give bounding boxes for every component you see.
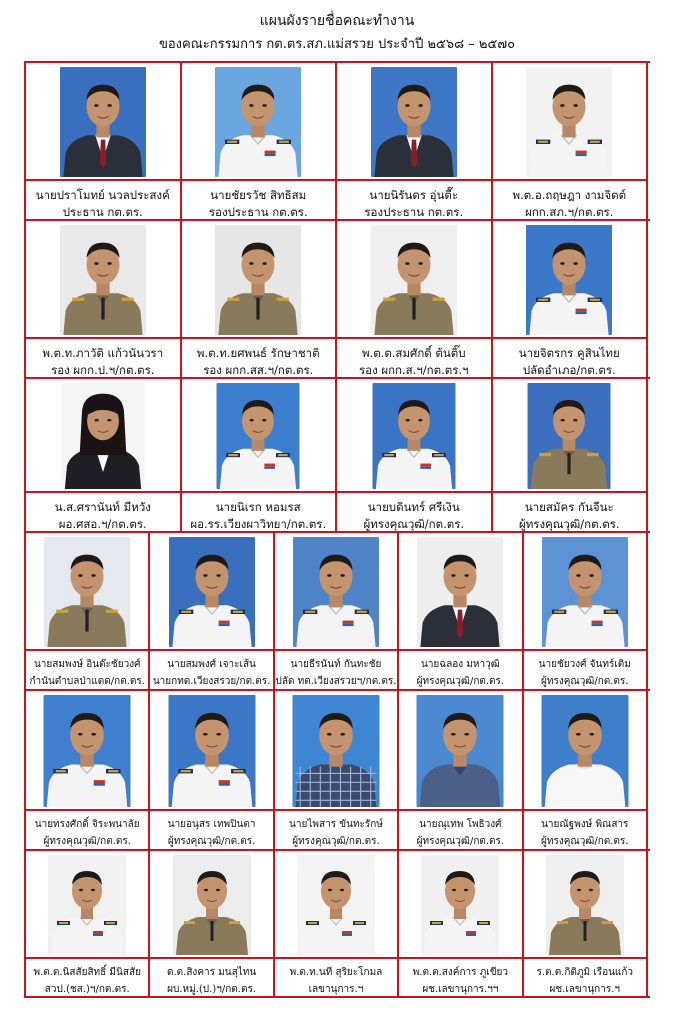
- member-card: [182, 379, 338, 531]
- member-card: [275, 851, 399, 996]
- member-photo: [173, 855, 251, 955]
- member-row: [26, 221, 650, 379]
- member-role: ประธาน กต.ตร.: [62, 205, 143, 219]
- photo-frame: [26, 691, 148, 811]
- member-row: [26, 63, 650, 221]
- member-card: [150, 691, 274, 849]
- member-role: ผช.เลขานุการ.ฯ: [549, 984, 620, 995]
- photo-frame: [399, 851, 521, 959]
- photo-frame: [493, 63, 647, 181]
- member-photo: [44, 695, 131, 807]
- member-role: ผู้ทรงคุณวุฒิ/กต.ตร.: [167, 836, 256, 847]
- member-name: ร.ต.ต.กิติภูมิ เรือนแก้ว: [536, 967, 634, 978]
- member-card: [399, 533, 523, 689]
- member-role: กำนันตำบลป่าแดด/กต.ตร.: [29, 676, 145, 687]
- member-role: ผู้ทรงคุณวุฒิ/กต.ตร.: [416, 676, 505, 687]
- member-name: นายบดินทร์ ศรีเงิน: [367, 500, 460, 514]
- member-card: [337, 379, 493, 531]
- member-card: [399, 851, 523, 996]
- member-role: นายกทต.เวียงสรวย/กต.ตร.: [152, 676, 271, 687]
- member-name: นายอนุสร เทพปินตา: [167, 819, 256, 830]
- member-card: [337, 221, 493, 377]
- photo-frame: [275, 533, 397, 651]
- member-photo: [217, 383, 300, 489]
- photo-frame: [26, 221, 180, 339]
- member-name: นายณุเทพ โพธิวงศ์: [419, 819, 502, 830]
- member-photo: [215, 67, 301, 177]
- member-card: [399, 691, 523, 849]
- member-card: [150, 533, 274, 689]
- member-card: [275, 691, 399, 849]
- member-role: ผู้ทรงคุณวุฒิ/กต.ตร.: [541, 836, 629, 847]
- member-card: [524, 691, 648, 849]
- member-role: ผอ.รร.เวียงผาวิทยา/กต.ตร.: [190, 517, 327, 531]
- member-name: พ.ต.ต.สงค์การ ภูเขียว: [412, 967, 509, 978]
- member-photo: [417, 695, 504, 807]
- photo-frame: [399, 691, 521, 811]
- photo-frame: [26, 63, 180, 181]
- page-subtitle: ของคณะกรรมการ กต.ตร.สภ.แม่สรวย ประจำปี ๒๕๖๘ – ๒๕๗๐: [158, 37, 516, 52]
- member-name: พ.ต.ท.ภาวัติ แก้วนันวรา: [42, 346, 164, 360]
- member-photo: [215, 225, 301, 335]
- member-photo: [169, 537, 255, 647]
- photo-frame: [493, 379, 647, 493]
- member-photo: [292, 695, 379, 807]
- photo-frame: [182, 221, 336, 339]
- committee-grid: [24, 61, 650, 998]
- photo-frame: [337, 379, 491, 493]
- photo-frame: [182, 379, 336, 493]
- member-role: ผู้ทรงคุณวุฒิ/กต.ตร.: [43, 836, 131, 847]
- member-photo: [61, 383, 144, 489]
- member-role: ผู้ทรงคุณวุฒิ/กต.ตร.: [416, 836, 505, 847]
- member-photo: [528, 383, 611, 489]
- member-name: นายชัยรวัช สิทธิสม: [210, 188, 307, 202]
- photo-frame: [524, 691, 646, 811]
- member-photo: [417, 537, 503, 647]
- member-role: ผกก.สภ.ฯ/กต.ตร.: [525, 205, 614, 219]
- member-photo: [48, 855, 126, 955]
- member-name: นายชัยวงศ์ จันทร์เติม: [538, 659, 631, 670]
- member-name: นายไพสาร ขันทะรักษ์: [289, 819, 383, 830]
- member-role: ผู้ทรงคุณวุฒิ/กต.ตร.: [363, 517, 465, 531]
- member-name: นายสมพงษ์ อินต๊ะชัยวงศ์: [33, 659, 141, 670]
- member-name: นายนิเรก หอมรส: [215, 500, 301, 514]
- member-photo: [541, 695, 628, 807]
- photo-frame: [524, 533, 646, 651]
- member-row: [26, 379, 650, 533]
- member-role: ผอ.ศสอ.ฯ/กต.ตร.: [58, 517, 147, 531]
- member-photo: [293, 537, 379, 647]
- member-role: ผู้ทรงคุณวุฒิ/กต.ตร.: [518, 517, 620, 531]
- member-role: ปลัด ทต.เวียงสรวยฯ/กต.ตร.: [275, 676, 397, 687]
- member-name: นายทรงศักดิ์ จิระพนาลัย: [34, 819, 140, 830]
- member-photo: [297, 855, 375, 955]
- member-photo: [546, 855, 624, 955]
- member-card: [182, 63, 338, 219]
- member-role: รอง ผกก.ส.ฯ/กต.ตร.ฯ: [358, 363, 469, 377]
- member-photo: [44, 537, 130, 647]
- member-role: ผช.เลขานุการ.ฯฯ: [422, 984, 499, 995]
- member-card: [524, 533, 648, 689]
- member-name: พ.ต.ต.สมศักดิ์ ต้นติ๊บ: [361, 346, 466, 360]
- member-role: ปลัดอำเภอ/กต.ตร.: [522, 363, 616, 377]
- member-role: ผู้ทรงคุณวุฒิ/กต.ตร.: [292, 836, 380, 847]
- member-role: รอง ผกก.สส.ฯ/กต.ตร.: [203, 363, 314, 377]
- member-card: [26, 63, 182, 219]
- photo-frame: [275, 691, 397, 811]
- member-row: [26, 851, 650, 998]
- photo-frame: [182, 63, 336, 181]
- member-card: [26, 691, 150, 849]
- member-photo: [372, 383, 455, 489]
- member-photo: [60, 225, 146, 335]
- member-photo: [371, 225, 457, 335]
- member-role: รองประธาน กต.ตร.: [208, 205, 308, 219]
- member-card: [150, 851, 274, 996]
- member-card: [524, 851, 648, 996]
- member-role: ผบ.หมู่.(ป.)ฯ/กต.ตร.: [167, 984, 256, 995]
- member-name: นายณัฐพงษ์ พิณสาร: [541, 819, 629, 830]
- member-role: รอง ผกก.ป.ฯ/กต.ตร.: [51, 363, 155, 377]
- member-photo: [542, 537, 628, 647]
- member-row: [26, 533, 650, 691]
- photo-frame: [150, 691, 272, 811]
- member-role: สวป.(ชส.)ฯ/กต.ตร.: [44, 984, 130, 995]
- member-name: พ.ต.ต.นิสสัยสิทธิ์ มีนิสสัย: [33, 967, 141, 978]
- member-name: พ.ต.ท.นที สุริยะโกมล: [289, 967, 383, 978]
- member-photo: [526, 225, 612, 335]
- member-card: [493, 63, 649, 219]
- member-name: นายฉลอง มหาวุฒิ: [420, 659, 500, 670]
- member-photo: [526, 67, 612, 177]
- member-role: รองประธาน กต.ตร.: [364, 205, 464, 219]
- photo-frame: [150, 851, 272, 959]
- member-name: นายสมพงศ์ เจาะเส้น: [167, 659, 256, 670]
- member-name: พ.ต.ท.ยศพนธ์ รักษาชาติ: [196, 346, 320, 360]
- member-role: ผู้ทรงคุณวุฒิ/กต.ตร.: [541, 676, 629, 687]
- member-name: น.ส.ศรานันท์ มีหวัง: [54, 500, 151, 514]
- photo-frame: [337, 63, 491, 181]
- member-name: นายนิรันดร อุ่นตื๊ะ: [369, 188, 459, 202]
- photo-frame: [26, 533, 148, 651]
- member-photo: [371, 67, 457, 177]
- member-name: นายจิตรกร คูสินไทย: [518, 346, 620, 360]
- member-name: ด.ต.สิงคาร มนสุไทน: [166, 967, 257, 978]
- photo-frame: [26, 851, 148, 959]
- member-name: พ.ต.อ.ถฤษฎา งามจิตต์: [512, 188, 627, 202]
- member-card: [26, 379, 182, 531]
- member-card: [337, 63, 493, 219]
- member-card: [275, 533, 399, 689]
- member-card: [26, 533, 150, 689]
- member-card: [493, 221, 649, 377]
- page-title: แผนผังรายชื่อคณะทำงาน: [259, 13, 415, 29]
- photo-frame: [337, 221, 491, 339]
- member-card: [182, 221, 338, 377]
- member-photo: [168, 695, 255, 807]
- member-row: [26, 691, 650, 851]
- member-name: นายสมัคร กันจีนะ: [524, 500, 614, 514]
- member-name: นายธีรนันท์ กันทะชัย: [290, 659, 382, 670]
- member-photo: [60, 67, 146, 177]
- member-photo: [421, 855, 499, 955]
- member-card: [26, 851, 150, 996]
- photo-frame: [26, 379, 180, 493]
- photo-frame: [150, 533, 272, 651]
- member-card: [493, 379, 649, 531]
- photo-frame: [275, 851, 397, 959]
- photo-frame: [399, 533, 521, 651]
- member-role: เลขานุการ.ฯ: [308, 984, 364, 995]
- member-card: [26, 221, 182, 377]
- photo-frame: [493, 221, 647, 339]
- member-name: นายปราโมทย์ นวลประสงค์: [35, 188, 170, 202]
- photo-frame: [524, 851, 646, 959]
